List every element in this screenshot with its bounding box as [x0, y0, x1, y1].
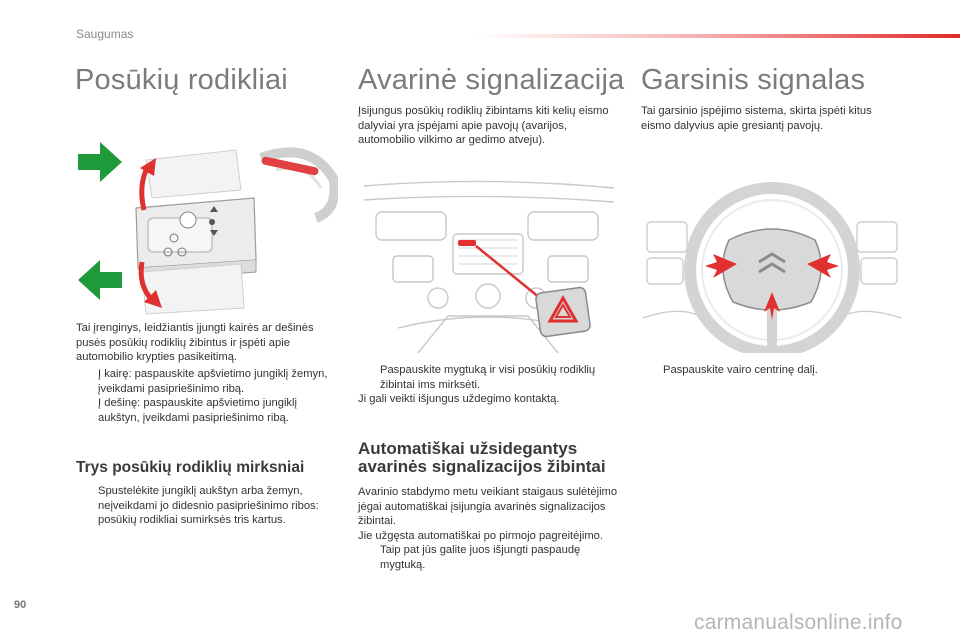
hazard-button-illustration: [358, 178, 620, 353]
hazard-triangle-icon: [535, 287, 591, 338]
turn-signals-intro: Tai įrenginys, leidžiantis įjungti kairės ar dešinės pusės posūkių rodiklių žibintus ir įspėti apie automobilio krypties pasikeitimą.: [76, 322, 314, 364]
hazard-note: Ji gali veikti išjungus uždegimo kontaktą.: [358, 393, 560, 406]
auto-hazard-para2: Jie užgęsta automatiškai po pirmojo pagreitėjimo.: [358, 529, 604, 542]
green-arrow-left-icon: [78, 260, 122, 300]
bullet-right-turn: Į dešinę: paspauskite apšvietimo jungiklį aukštyn, įveikdami pasipriešinimo ribą.: [98, 397, 297, 424]
bullet-left-turn: Į kairę: paspauskite apšvietimo jungiklį žemyn, įveikdami pasipriešinimo ribą.: [98, 368, 328, 395]
page-number: 90: [14, 599, 27, 611]
turn-signal-stalk-illustration: [76, 140, 338, 315]
subtitle-auto-hazard: Automatiškai užsidegantys avarinės signalizacijos žibintai: [358, 439, 606, 476]
hazard-intro: Įsijungus posūkių rodiklių žibintams kiti kelių eismo dalyviai yra įspėjami apie pavojų (avarijos, automobilio vilkimo ar gedimo atveju).: [358, 105, 609, 147]
horn-intro: Tai garsinio įspėjimo sistema, skirta įspėti kitus eismo dalyvius apie gresiantį pavojų.: [641, 105, 872, 132]
bullet-press-horn: Paspauskite vairo centrinę dalį.: [663, 364, 818, 376]
title-hazard-warning: Avarinė signalizacija: [358, 64, 625, 96]
bullet-switch-off: Taip pat jūs galite juos išjungti paspaudę mygtuką.: [380, 544, 581, 571]
green-arrow-right-icon: [78, 142, 122, 182]
title-turn-signals: Posūkių rodikliai: [75, 64, 288, 96]
bullet-three-flashes: Spustelėkite jungiklį aukštyn arba žemyn, neįveikdami jo didesnio pasipriešinimo ribos: posūkių rodikliai sumirksės tris kartus.: [98, 485, 319, 527]
title-horn: Garsinis signalas: [641, 64, 866, 96]
bullet-press-hazard: Paspauskite mygtuką ir visi posūkių rodiklių žibintai ims mirksėti.: [380, 364, 596, 391]
subtitle-three-flashes: Trys posūkių rodiklių mirksniai: [76, 459, 305, 476]
steering-wheel-horn-illustration: [641, 178, 903, 353]
header-accent-bar: [475, 34, 960, 38]
watermark: carmanualsonline.info: [694, 611, 903, 634]
section-label: Saugumas: [76, 27, 134, 41]
auto-hazard-para1: Avarinio stabdymo metu veikiant staigaus sulėtėjimo jėgai automatiškai įsijungia avarinės signalizacijos žibintai.: [358, 486, 618, 528]
